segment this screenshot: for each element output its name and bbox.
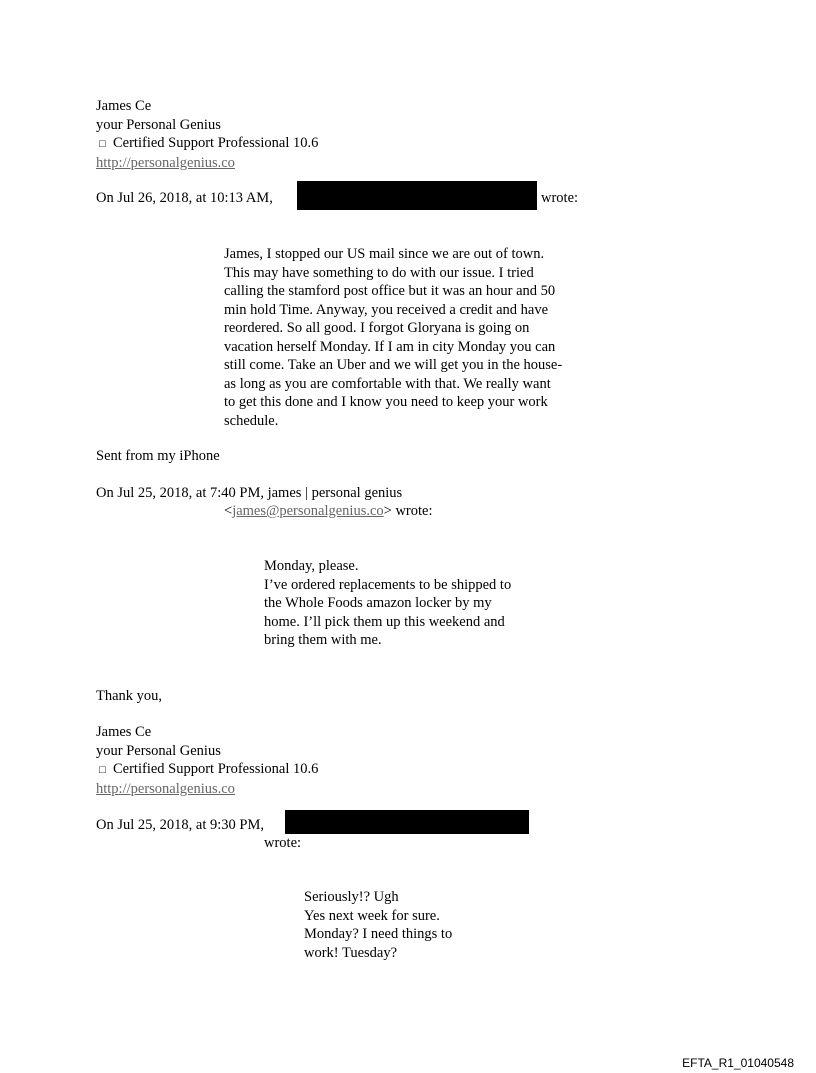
- redaction-bar: [297, 181, 537, 210]
- signature-title: your Personal Genius: [96, 742, 221, 759]
- signature-block-1: [96, 97, 318, 172]
- quote-1-header: [96, 189, 273, 208]
- quote-line: vacation herself Monday. If I am in city Monday you can: [224, 338, 556, 355]
- quote-line: still come. Take an Uber and we will get you in the house-: [224, 357, 563, 373]
- signature-certification: [96, 760, 318, 780]
- thank-you-line: Thank you,: [96, 688, 163, 704]
- quote-line: work! Tuesday?: [304, 944, 398, 961]
- quote-1-header-date: On Jul 26, 2018, at 10:13 AM,: [96, 190, 273, 206]
- email-link[interactable]: james@personalgenius.co: [232, 503, 384, 519]
- quote-1-body: [224, 245, 562, 430]
- quote-line: to get this done and I know you need to keep your work: [224, 394, 548, 410]
- signature-certification: [96, 134, 318, 154]
- quote-line: Yes next week for sure.: [304, 907, 440, 924]
- quote-line: This may have something to do with our issue. I tried: [224, 264, 534, 281]
- email-wrote: > wrote:: [383, 503, 433, 519]
- quote-line: as long as you are comfortable with that. We really want: [224, 375, 551, 392]
- quote-line: the Whole Foods amazon locker by my: [264, 595, 492, 611]
- quote-2-header: On Jul 25, 2018, at 7:40 PM, james | personal genius: [96, 485, 403, 501]
- quote-line: bring them with me.: [264, 632, 382, 648]
- quote-line: reordered. So all good. I forgot Gloryana is going on: [224, 320, 530, 336]
- quote-1-wrote: wrote:: [541, 190, 579, 206]
- email-bracket-open: <: [224, 503, 233, 519]
- checkbox-glyph-icon: □: [99, 764, 106, 776]
- quote-3-header-date: On Jul 25, 2018, at 9:30 PM,: [96, 817, 264, 833]
- quote-line: James, I stopped our US mail since we are out of town.: [224, 246, 545, 262]
- checkbox-glyph-icon: □: [99, 138, 106, 150]
- quote-3-body: [304, 888, 452, 962]
- quote-line: Monday, please.: [264, 558, 359, 574]
- quote-line: calling the stamford post office but it was an hour and 50: [224, 283, 556, 299]
- certification-text: Certified Support Professional 10.6: [113, 135, 319, 151]
- sent-from-iphone: Sent from my iPhone: [96, 448, 220, 464]
- quote-2-body: [264, 557, 511, 650]
- signature-link[interactable]: http://personalgenius.co: [96, 154, 235, 171]
- quote-line: home. I’ll pick them up this weekend and: [264, 613, 505, 630]
- quote-2-email-line: [224, 502, 433, 521]
- signature-name: James Ce: [96, 98, 152, 114]
- quote-line: min hold Time. Anyway, you received a credit and have: [224, 301, 549, 318]
- quote-line: Seriously!? Ugh: [304, 889, 399, 905]
- quote-line: I’ve ordered replacements to be shipped to: [264, 576, 512, 593]
- redaction-bar: [285, 810, 529, 834]
- quote-line: Monday? I need things to: [304, 926, 453, 942]
- signature-link[interactable]: http://personalgenius.co: [96, 780, 235, 797]
- signature-block-2: [96, 723, 318, 798]
- quote-3-wrote: wrote:: [264, 835, 302, 851]
- quote-line: schedule.: [224, 412, 279, 429]
- signature-title: your Personal Genius: [96, 116, 221, 133]
- signature-name: James Ce: [96, 724, 152, 740]
- document-id-stamp: EFTA_R1_01040548: [682, 1056, 794, 1070]
- certification-text: Certified Support Professional 10.6: [113, 761, 319, 777]
